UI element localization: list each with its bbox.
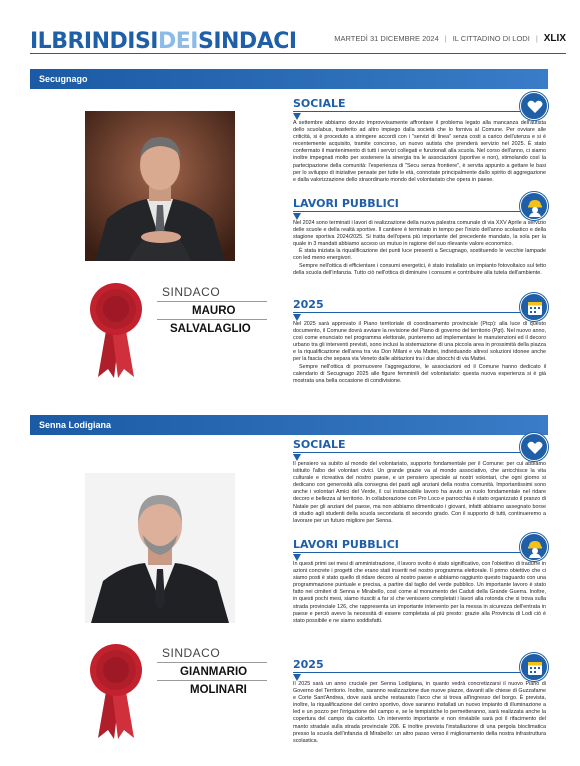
publication-name: IL CITTADINO DI LODI	[452, 34, 530, 43]
content-column	[293, 96, 548, 409]
mayor-badge	[30, 279, 292, 359]
mayor-photo	[85, 111, 235, 261]
block-title: LAVORI PUBBLICI	[293, 537, 548, 553]
section-senna-lodigiana	[30, 415, 548, 766]
block-title: SOCIALE	[293, 437, 548, 453]
triangle-marker	[293, 454, 301, 461]
content-column	[293, 437, 548, 766]
block-text: Il pensiero va subito al mondo del volontariato, supporto fondamentale per il Comune: per cui abbiamo istituito l'albo dei volontari civici. Un grande grazie va al mondo associativo, che arricchisce la vita culturale e ricreativa del nostro paese, e un pensiero speciale ai nostri volontari, che ogni giorno si dedicano con generosità alla consegna dei pasti agli anziani della nostra comunità. Importantissimi sono anche i volontari Amici del Verde, il cui instancabile lavoro ha avuto un ruolo fondamentale nel ridare decoro e bellezza al territorio. In collaborazione con Pro Loco e parrocchia è stato organizzato il pranzo di Natale per gli anziani del paese, ma non abbiamo dimenticato i giovani, infatti abbiamo assegnato borse di studio agli studenti della scuola secondaria di secondo grado. Con il supporto di tutti, continueremo a lavorare per un futuro migliore per Senna.	[293, 461, 546, 524]
mayor-first-name: GIANMARIO	[180, 666, 248, 678]
issue-info: MARTEDÌ 31 DICEMBRE 2024 | IL CITTADINO DI LODI | XLIX	[334, 33, 566, 44]
block-lavori-pubblici	[293, 537, 548, 625]
mayor-column	[30, 89, 292, 409]
mayor-rule	[157, 680, 267, 681]
block-text: Nel 2025 sarà approvato il Piano territoriale di coordinamento provinciale (Ptcp): alla luce di questo documento, il Comune dovrà avviare la revisione del Piano di governo del territorio (Pgt). Nel nuovo anno, così come enunciato nel programma elettorale, punteremo ad implementare le manutenzioni ed il decoro urbano tra gli interventi previsti, sono inclusi la sistemazione di una piccola area in prossimità della piazza e la riqualificazione dell'area tra via Don Milani e via Mattei, individuando altresì soluzioni idonee anche per la fascia che separa via Veneto dalle abitazioni tra i due sbocchi di via Mattei. Sempre nell'ottica di promuovere l'aggregazione, le associazioni ed il Comune hanno dedicato il calendario di Secugnago 2025 alle figure femminili del volontariato: questa nuova esperienza si è già mostrata una bella occasione di condivisione.	[293, 321, 546, 384]
mayor-badge	[30, 640, 292, 720]
mayor-rule	[157, 662, 267, 663]
block-sociale	[293, 96, 548, 184]
block-title: 2025	[293, 657, 548, 673]
calendar-icon	[520, 653, 548, 681]
triangle-marker	[293, 674, 301, 681]
block-text: Nel 2024 sono terminati i lavori di realizzazione della nuova palestra comunale di via XXV Aprile a servizio delle scuole e della realtà sportive. Il cantiere è terminato in tempo per l'inizio dell'anno scolastico e della stagione sportiva 2024/2025. Si tratta dell'opera più importante del precedente mandato, la sola per la quale in 3 mandati abbiamo acceso un mutuo in ragione del suo rilevante valore economico. È stata iniziata la riqualificazione dei punti luce presenti a Secugnago, sostituendo le vecchie lampade con led meno energivori. Sempre nell'ottica di efficientare i consumi energetici, è stato installato un impianto fotovoltaico sul tetto della scuola dell'infanzia. Tutto ciò nell'ottica di diminuire i consumi e contribuire alla tutela dell'ambiente.	[293, 220, 546, 276]
title-part-2: DEI	[158, 29, 198, 54]
block-sociale	[293, 437, 548, 525]
block-title: LAVORI PUBBLICI	[293, 196, 548, 212]
block-text: A settembre abbiamo dovuto improvvisamente affrontare il problema legato alla mancanza dell'autista dello scuolabus, trasferito ad altro impiego dalla società che lo forniva al Comune. Per ovviare alle criticità, si è proceduto a stringere accordi con i "servizi di linea" senza costi a carico dell'utenza e si è recentemente acquisito, tramite concorso, un nuovo autista che prenderà servizio nel 2025. È stato confermato il mantenimento di tutti i servizi collegati e funzionali alla scuola. Nel corso dell'anno, ci siamo inoltre impegnati molto per sostenere la sinergia tra le associazioni (sportive e non), stimolando così la partecipazione della comunità: l'esperienza di "Secu senza frontiere", è servita appunto a gettare le basi per lo sviluppo di iniziative pensate per tutte le età, connotate principalmente dallo spirito di aggregazione e dalla valorizzazione dello straordinario mondo del volontariato che opera in paese.	[293, 120, 546, 183]
masthead	[0, 0, 580, 58]
triangle-marker	[293, 554, 301, 561]
mayor-last-name: MOLINARI	[190, 684, 247, 696]
worker-icon	[520, 533, 548, 561]
block-title: SOCIALE	[293, 96, 548, 112]
mayor-label: SINDACO	[162, 285, 221, 299]
section-header: Secugnago	[30, 69, 548, 89]
section-secugnago	[30, 69, 548, 409]
mayor-label: SINDACO	[162, 646, 221, 660]
issue-date: MARTEDÌ 31 DICEMBRE 2024	[334, 34, 439, 43]
title-part-3: SINDACI	[197, 29, 297, 54]
mayor-rule	[157, 319, 267, 320]
heart-hand-icon	[520, 92, 548, 120]
block-text: In questi primi sei mesi di amministrazione, il lavoro svolto è stato significativo, con l'obiettivo di tradurre in azioni concrete i progetti che erano stati inseriti nel nostro programma elettorale. Il primo obiettivo che ci siamo posti è stato quello di ridare decoro al nostro paese e abbiamo raggiunto questo traguardo con una programmazione puntuale e precisa, a partire dal taglio del verde pubblico. Un importante lavoro è stato fatto nei cimiteri di Senna e Mirabello, così come al monumento dei Caduti della Grande Guerra. Inoltre, in questi pochi mesi, siamo riusciti a far sì che venissero completati i lavori alla rotonda che si trova sulla strada provinciale 126, che rappresenta un importante intervento per la messa in sicurezza dell'entrata in paese e perciò avevo la necessità di essere completata al più presto: grazie alla Provincia di Lodi ciò è stato possibile e ne siamo soddisfatti.	[293, 561, 546, 624]
masthead-rule	[30, 53, 566, 54]
rosette-icon	[86, 279, 146, 379]
block-text: Il 2025 sarà un anno cruciale per Senna Lodigiana, in quanto vedrà concretizzarsi il nuovo Piano di Governo del Territorio. Inoltre, saranno realizzazione due nuove piazze, davanti alle chiese di Guzzafame e Corte Sant'Andrea, dove sarà anche restaurato l'arco che si trova all'ingresso del borgo. È prevista, inoltre, la riqualificazione del centro sportivo, dove saranno installati un nuovo impianto di illuminazione a led e un pozzo per l'irrigazione del campo e, se le tempistiche lo permetteranno, sarà realizzata anche la copertura del campo da calcetto. Un intervento importante e non rinviabile sarà poi il rifacimento del manto stradale sulla strada provinciale 206. E inoltre prevista l'installazione di una pergola bioclimatica presso la scuola dell'infanzia di Mirabello: un altro passo verso il miglioramento della nostra infrastruttura scolastica.	[293, 681, 546, 744]
block-2025	[293, 657, 548, 745]
newspaper-section-title	[30, 29, 297, 54]
mayor-first-name: MAURO	[192, 305, 236, 317]
mayor-last-name: SALVALAGLIO	[170, 323, 251, 335]
worker-icon	[520, 192, 548, 220]
calendar-icon	[520, 293, 548, 321]
triangle-marker	[293, 314, 301, 321]
triangle-marker	[293, 113, 301, 120]
mayor-column	[30, 435, 292, 766]
section-header: Senna Lodigiana	[30, 415, 548, 435]
mayor-photo	[85, 473, 235, 623]
block-title: 2025	[293, 297, 548, 313]
block-2025	[293, 297, 548, 385]
mayor-rule	[157, 301, 267, 302]
triangle-marker	[293, 213, 301, 220]
title-part-1: ILBRINDISI	[30, 29, 158, 54]
page-number: XLIX	[543, 33, 566, 44]
block-lavori-pubblici	[293, 196, 548, 277]
rosette-icon	[86, 640, 146, 740]
heart-hand-icon	[520, 433, 548, 461]
